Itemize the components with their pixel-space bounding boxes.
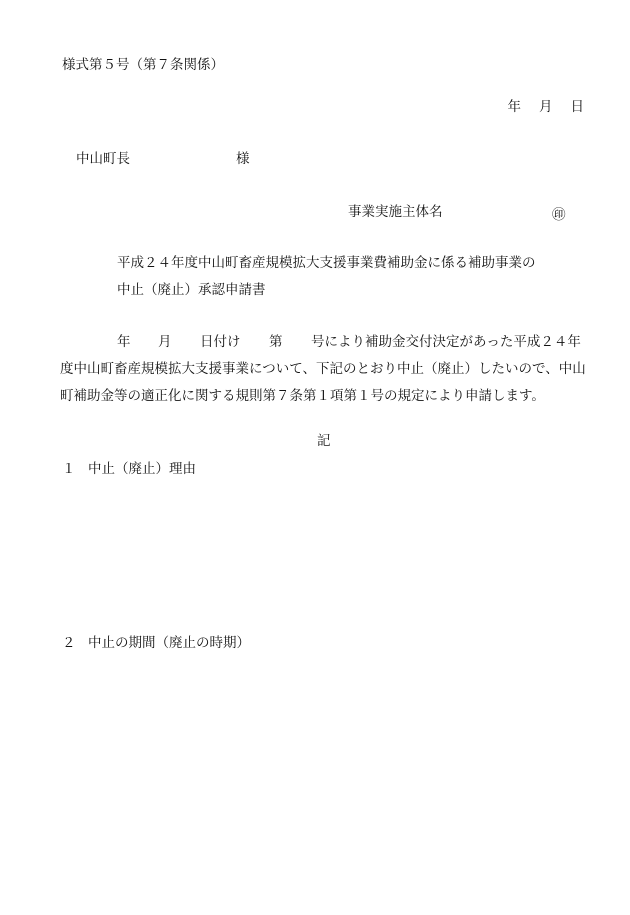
item-number: ２ [62,635,76,651]
item-period [62,634,250,652]
body-line-3: 町補助金等の適正化に関する規則第７条第１項第１号の規定により申請します。 [60,388,545,404]
date-month-label: 月 [539,99,553,115]
item-reason [62,460,196,478]
recipient [76,150,250,168]
document-title-line1: 平成２４年度中山町畜産規模拡大支援事業費補助金に係る補助事業の [117,255,536,271]
item-label: 中止の期間（廃止の時期） [88,635,250,651]
date-year-label: 年 [507,99,521,115]
body-year: 年 [117,334,131,350]
form-number: 様式第５号（第７条関係） [62,57,224,73]
applicant-label: 事業実施主体名 [348,204,443,220]
body-line-2: 度中山町畜産規模拡大支援事業について、下記のとおり中止（廃止）したいので、中山 [60,361,586,377]
ki-heading: 記 [317,433,331,449]
document-title-line2: 中止（廃止）承認申請書 [117,282,266,298]
body-dai: 第 [269,334,283,350]
body-paragraph [60,329,588,410]
body-dated: 日付け [200,334,241,350]
seal-mark: ㊞ [552,207,566,223]
date-row [508,98,585,116]
recipient-honorific: 様 [236,151,250,167]
date-day-label: 日 [570,99,584,115]
item-number: １ [62,461,76,477]
body-rest: 号により補助金交付決定があった平成２４年 [311,334,581,350]
item-label: 中止（廃止）理由 [88,461,196,477]
recipient-name: 中山町長 [76,151,130,167]
body-line-1 [60,329,588,356]
body-month: 月 [158,334,172,350]
